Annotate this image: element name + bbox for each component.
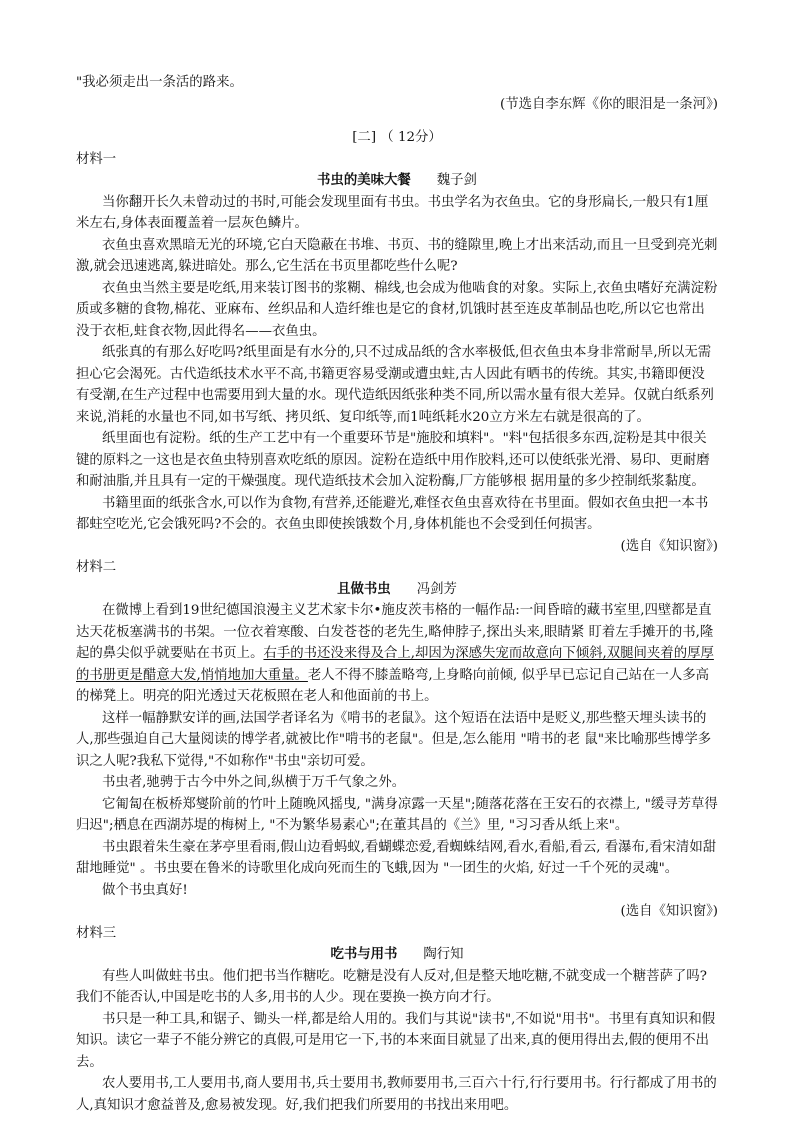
article-title: 书虫的美味大餐 bbox=[317, 172, 411, 188]
paragraph: 它匍匐在板桥郑燮阶前的竹叶上随晚风摇曳, "满身凉露一天星";随落花落在王安石的衣襟上, "缓寻芳草得归迟";栖息在西湖苏堤的梅树上, "不为繁华易素心";在董其昌的《兰》里, "习习香从纸上来"。 bbox=[76, 796, 718, 833]
document-page bbox=[76, 72, 718, 1116]
paragraph: 书虫跟着朱生豪在茅亭里看雨,假山边看蚂蚁,看蝴蝶恋爱,看蜘蛛结网,看水,看船,看云, 看瀑布,看宋清如甜甜地睡觉" 。书虫要在鲁米的诗歌里化成向死而生的飞蛾,因为 "一团生的火焰, 好过一千个死的灵魂"。 bbox=[76, 839, 717, 876]
paragraph-text: 老人不得不膝盖略弯,上身略向前倾, 似乎早已忘记自己站在一人多高的梯凳上。明亮的阳光透过天花板照在老人和他面前的书上。 bbox=[76, 667, 710, 704]
article-title: 吃书与用书 bbox=[330, 946, 398, 962]
article-title-line bbox=[76, 944, 718, 966]
paragraph bbox=[76, 600, 718, 708]
section-heading: [二] （ 12分） bbox=[352, 130, 442, 145]
article-title: 且做书虫 bbox=[337, 580, 391, 597]
article-author: 陶行知 bbox=[423, 947, 464, 962]
paragraph: 衣鱼虫当然主要是吃纸,用来装订图书的浆糊、棉线,也会成为他啮食的对象。实际上,衣鱼虫嗜好充满淀粉质或多糖的食物,棉花、亚麻布、丝织品和人造纤维也是它的食材,饥饿时甚至连皮革制品也吃,所以它也常出没于衣柜,蛀食衣物,因此得名——衣鱼虫。 bbox=[76, 280, 718, 339]
material-label: 材料二 bbox=[76, 560, 117, 575]
paragraph: 做个书虫真好! bbox=[102, 882, 188, 898]
paragraph: 当你翻开长久未曾动过的书时,可能会发现里面有书虫。书虫学名为衣鱼虫。它的身形扁长,一般只有1厘米左右,身体表面覆盖着一层灰色鳞片。 bbox=[76, 194, 709, 231]
paragraph: 书只是一种工具,和锯子、锄头一样,都是给人用的。我们与其说"读书",不如说"用书"。书里有真知识和假知识。读它一辈子不能分辨它的真假,可是用它一下,书的本来面目就显了出来,真的便用得出去,假的便用不出去。 bbox=[76, 1011, 716, 1070]
material-label: 材料一 bbox=[76, 151, 117, 167]
source-citation: (选自《知识窗》) bbox=[620, 538, 718, 554]
source-citation: (节选自李东辉《你的眼泪是一条河》) bbox=[500, 96, 718, 112]
article-author: 冯剑芳 bbox=[416, 581, 457, 597]
underlined-sentence: 右手的书还没来得及合上,却因为深感失宠而故意向下倾斜,双腿间夹着的厚厚的书册更是醋意大发,悄悄地加大重量。 bbox=[76, 646, 714, 683]
paragraph: 有些人叫做蛀书虫。他们把书当作糖吃。吃糖是没有人反对,但是整天地吃糖,不就变成一个糖菩萨了吗?我们不能否认,中国是吃书的人多,用书的人少。现在要换一换方向才行。 bbox=[76, 968, 707, 1005]
source-citation: (选自《知识窗》) bbox=[620, 904, 718, 919]
quote-line: "我必须走出一条活的路来。 bbox=[76, 75, 243, 90]
article-author: 魏子剑 bbox=[436, 173, 477, 188]
paragraph: 纸里面也有淀粉。纸的生产工艺中有一个重要环节是"施胶和填料"。"料"包括很多东西,淀粉是其中很关键的原料之一这也是衣鱼虫特别喜欢吃纸的原因。淀粉在造纸中用作胶料,还可以使纸张光滑、易印、更耐磨和耐油脂,并且具有一定的干燥强度。现代造纸技术会加入淀粉酶,厂方能够根 据用量的多少控制纸浆黏度。 bbox=[76, 431, 710, 489]
paragraph: 这样一幅静默安详的画,法国学者译名为《啃书的老鼠》。这个短语在法语中是贬义,那些整天埋头读书的人,那些强迫自己大量阅读的博学者,就被比作"啃书的老鼠"。但是,怎么能用 "啃书的老 鼠"来比喻那些博学多识之人呢?我私下觉得,"不如称作"书虫"亲切可爱。 bbox=[76, 710, 712, 769]
paragraph-text: 在微博上看到19世纪德国浪漫主义艺术家卡尔•施皮茨韦格的一幅作品:一间昏暗的藏书室里,四壁都是直达天花板塞满书的书架。一位衣着寒酸、白发苍苍的老先生,略伸脖子,探出头来,眼睛紧 盯着左手摊开的书,隆起的鼻尖似乎就要贴在书页上。 bbox=[76, 603, 714, 661]
paragraph: 衣鱼虫喜欢黑暗无光的环境,它白天隐蔽在书堆、书页、书的缝隙里,晚上才出来活动,而且一旦受到亮光刺激,就会迅速逃离,躲进暗处。那么,它生活在书页里都吃些什么呢? bbox=[76, 237, 718, 274]
article-title-line bbox=[76, 170, 718, 192]
article-title-line bbox=[76, 579, 718, 601]
paragraph: 书虫者,驰骋于古今中外之间,纵横于万千气象之外。 bbox=[102, 775, 406, 790]
material-label: 材料三 bbox=[76, 925, 117, 941]
paragraph: 农人要用书,工人要用书,商人要用书,兵士要用书,教师要用书,三百六十行,行行要用书。行行都成了用书的人,真知识才愈益普及,愈易被发现。好,我们把我们所要用的书找出来用吧。 bbox=[76, 1076, 717, 1113]
paragraph: 纸张真的有那么好吃吗?纸里面是有水分的,只不过成品纸的含水率极低,但衣鱼虫本身非常耐旱,所以无需担心它会渴死。古代造纸技术水平不高,书籍更容易受潮或遭虫蛀,古人因此有晒书的传统。其实,书籍即便没有受潮,在生产过程中也需要用到大量的水。现代造纸因纸张种类不同,所以需水量有很大差异。仅就白纸系列来说,消耗的水量也不同,如书写纸、拷贝纸、复印纸等,而1吨纸耗水20立方米左右就是很高的了。 bbox=[76, 345, 714, 425]
paragraph: 书籍里面的纸张含水,可以作为食物,有营养,还能避光,难怪衣鱼虫喜欢待在书里面。假如衣鱼虫把一本书都蛀空吃光,它会饿死吗?不会的。衣鱼虫即使挨饿数个月,身体机能也不会受到任何损害。 bbox=[76, 495, 709, 532]
